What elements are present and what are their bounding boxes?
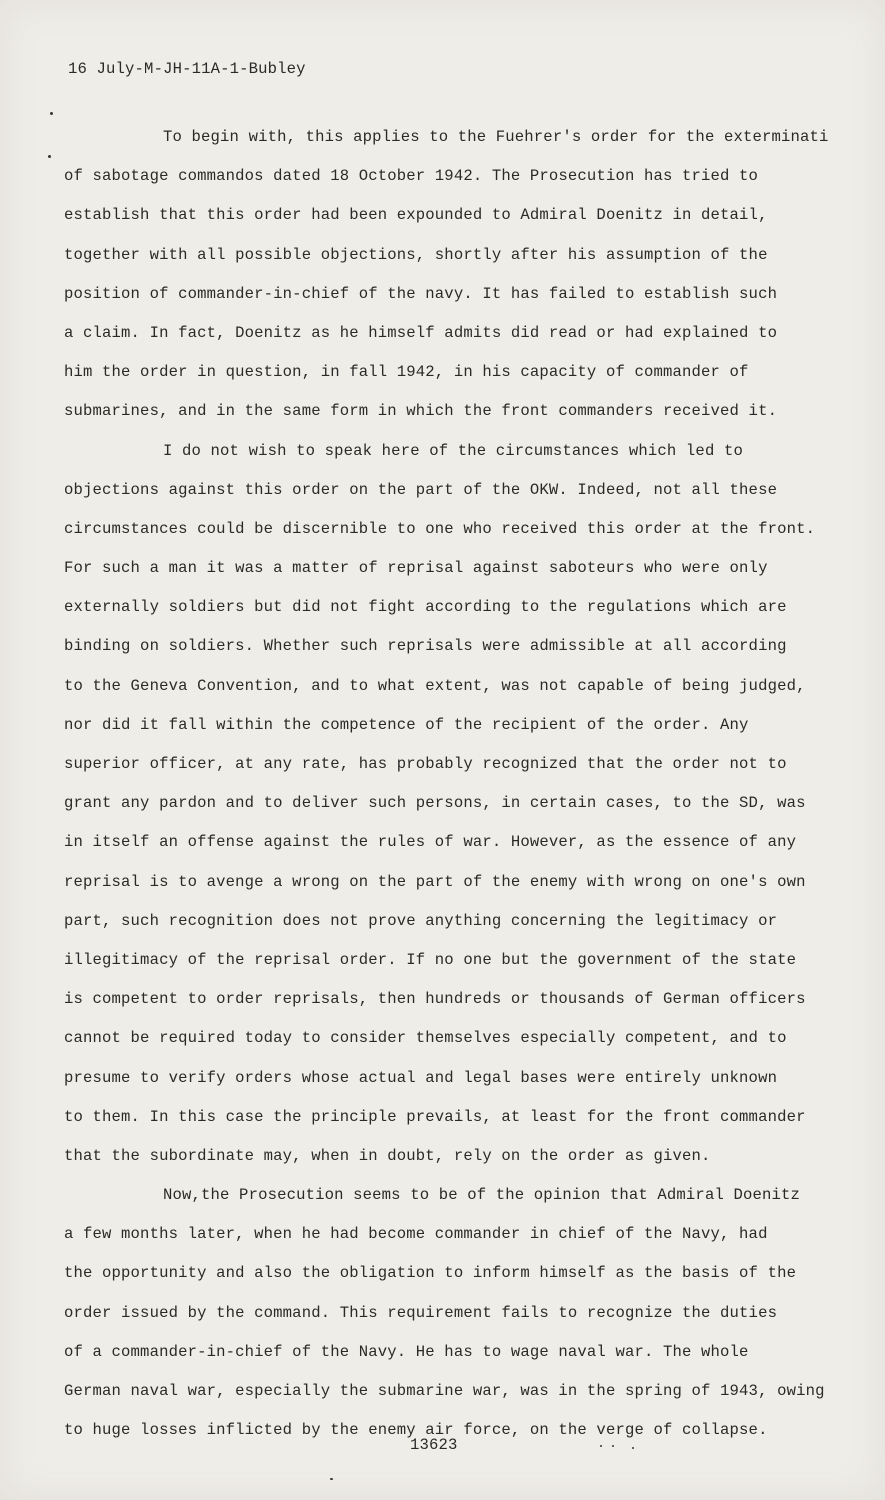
text-line: I do not wish to speak here of the circumstances which led to	[163, 441, 743, 460]
text-line: objections against this order on the part of the OKW. Indeed, not all these	[64, 480, 778, 499]
text-line: to them. In this case the principle prevails, at least for the front commander	[64, 1107, 806, 1126]
body-text	[64, 118, 885, 1450]
text-line: presume to verify orders whose actual and legal bases were entirely unknown	[64, 1068, 778, 1087]
text-line: part, such recognition does not prove anything concerning the legitimacy or	[64, 911, 778, 930]
text-line: is competent to order reprisals, then hundreds or thousands of German officers	[64, 990, 806, 1009]
text-line: establish that this order had been expounded to Admiral Doenitz in detail,	[64, 206, 768, 225]
text-line: that the subordinate may, when in doubt, rely on the order as given.	[64, 1146, 711, 1165]
text-line: together with all possible objections, shortly after his assumption of the	[64, 245, 768, 264]
page-number: 13623	[410, 1436, 458, 1454]
text-line: cannot be required today to consider themselves especially competent, and to	[64, 1029, 787, 1048]
text-line: a claim. In fact, Doenitz as he himself admits did read or had explained to	[64, 323, 778, 342]
text-line: illegitimacy of the reprisal order. If no one but the government of the state	[64, 950, 797, 969]
text-line: of a commander-in-chief of the Navy. He has to wage naval war. The whole	[64, 1342, 749, 1361]
text-line: binding on soldiers. Whether such reprisals were admissible at all according	[64, 637, 787, 656]
text-line: submarines, and in the same form in which the front commanders received it.	[64, 402, 778, 421]
ink-speck	[48, 155, 51, 158]
text-line: to huge losses inflicted by the enemy air force, on the verge of collapse.	[64, 1421, 768, 1440]
text-line: position of commander-in-chief of the navy. It has failed to establish such	[64, 284, 778, 303]
text-line: a few months later, when he had become commander in chief of the Navy, had	[64, 1225, 768, 1244]
text-line: to the Geneva Convention, and to what extent, was not capable of being judged,	[64, 676, 806, 695]
text-line: the opportunity and also the obligation to inform himself as the basis of the	[64, 1264, 797, 1283]
text-line: For such a man it was a matter of reprisal against saboteurs who were only	[64, 559, 768, 578]
ink-speck	[612, 1445, 614, 1447]
text-line: of sabotage commandos dated 18 October 1942. The Prosecution has tried to	[64, 167, 759, 186]
ink-speck	[50, 112, 53, 115]
text-line: German naval war, especially the submarine war, was in the spring of 1943, owing	[64, 1382, 825, 1400]
text-line: externally soldiers but did not fight according to the regulations which are	[64, 598, 787, 617]
text-line: circumstances could be discernible to one who received this order at the front.	[64, 519, 816, 538]
text-line: superior officer, at any rate, has probably recognized that the order not to	[64, 755, 787, 773]
text-line: in itself an offense against the rules of war. However, as the essence of any	[64, 833, 797, 852]
ink-speck	[632, 1447, 634, 1449]
text-line: reprisal is to avenge a wrong on the part of the enemy with wrong on one's own	[64, 872, 806, 891]
text-line: Now,the Prosecution seems to be of the opinion that Admiral Doenitz	[163, 1186, 801, 1205]
text-line: To begin with, this applies to the Fuehrer's order for the exterminati	[163, 128, 829, 146]
ink-speck	[330, 1478, 333, 1480]
text-line: order issued by the command. This requirement fails to recognize the duties	[64, 1303, 778, 1322]
text-line: him the order in question, in fall 1942, in his capacity of commander of	[64, 363, 749, 382]
document-header: 16 July-M-JH-11A-1-Bubley	[68, 60, 306, 78]
text-line: nor did it fall within the competence of the recipient of the order. Any	[64, 715, 749, 734]
text-line: grant any pardon and to deliver such persons, in certain cases, to the SD, was	[64, 794, 806, 813]
ink-speck	[600, 1445, 602, 1447]
